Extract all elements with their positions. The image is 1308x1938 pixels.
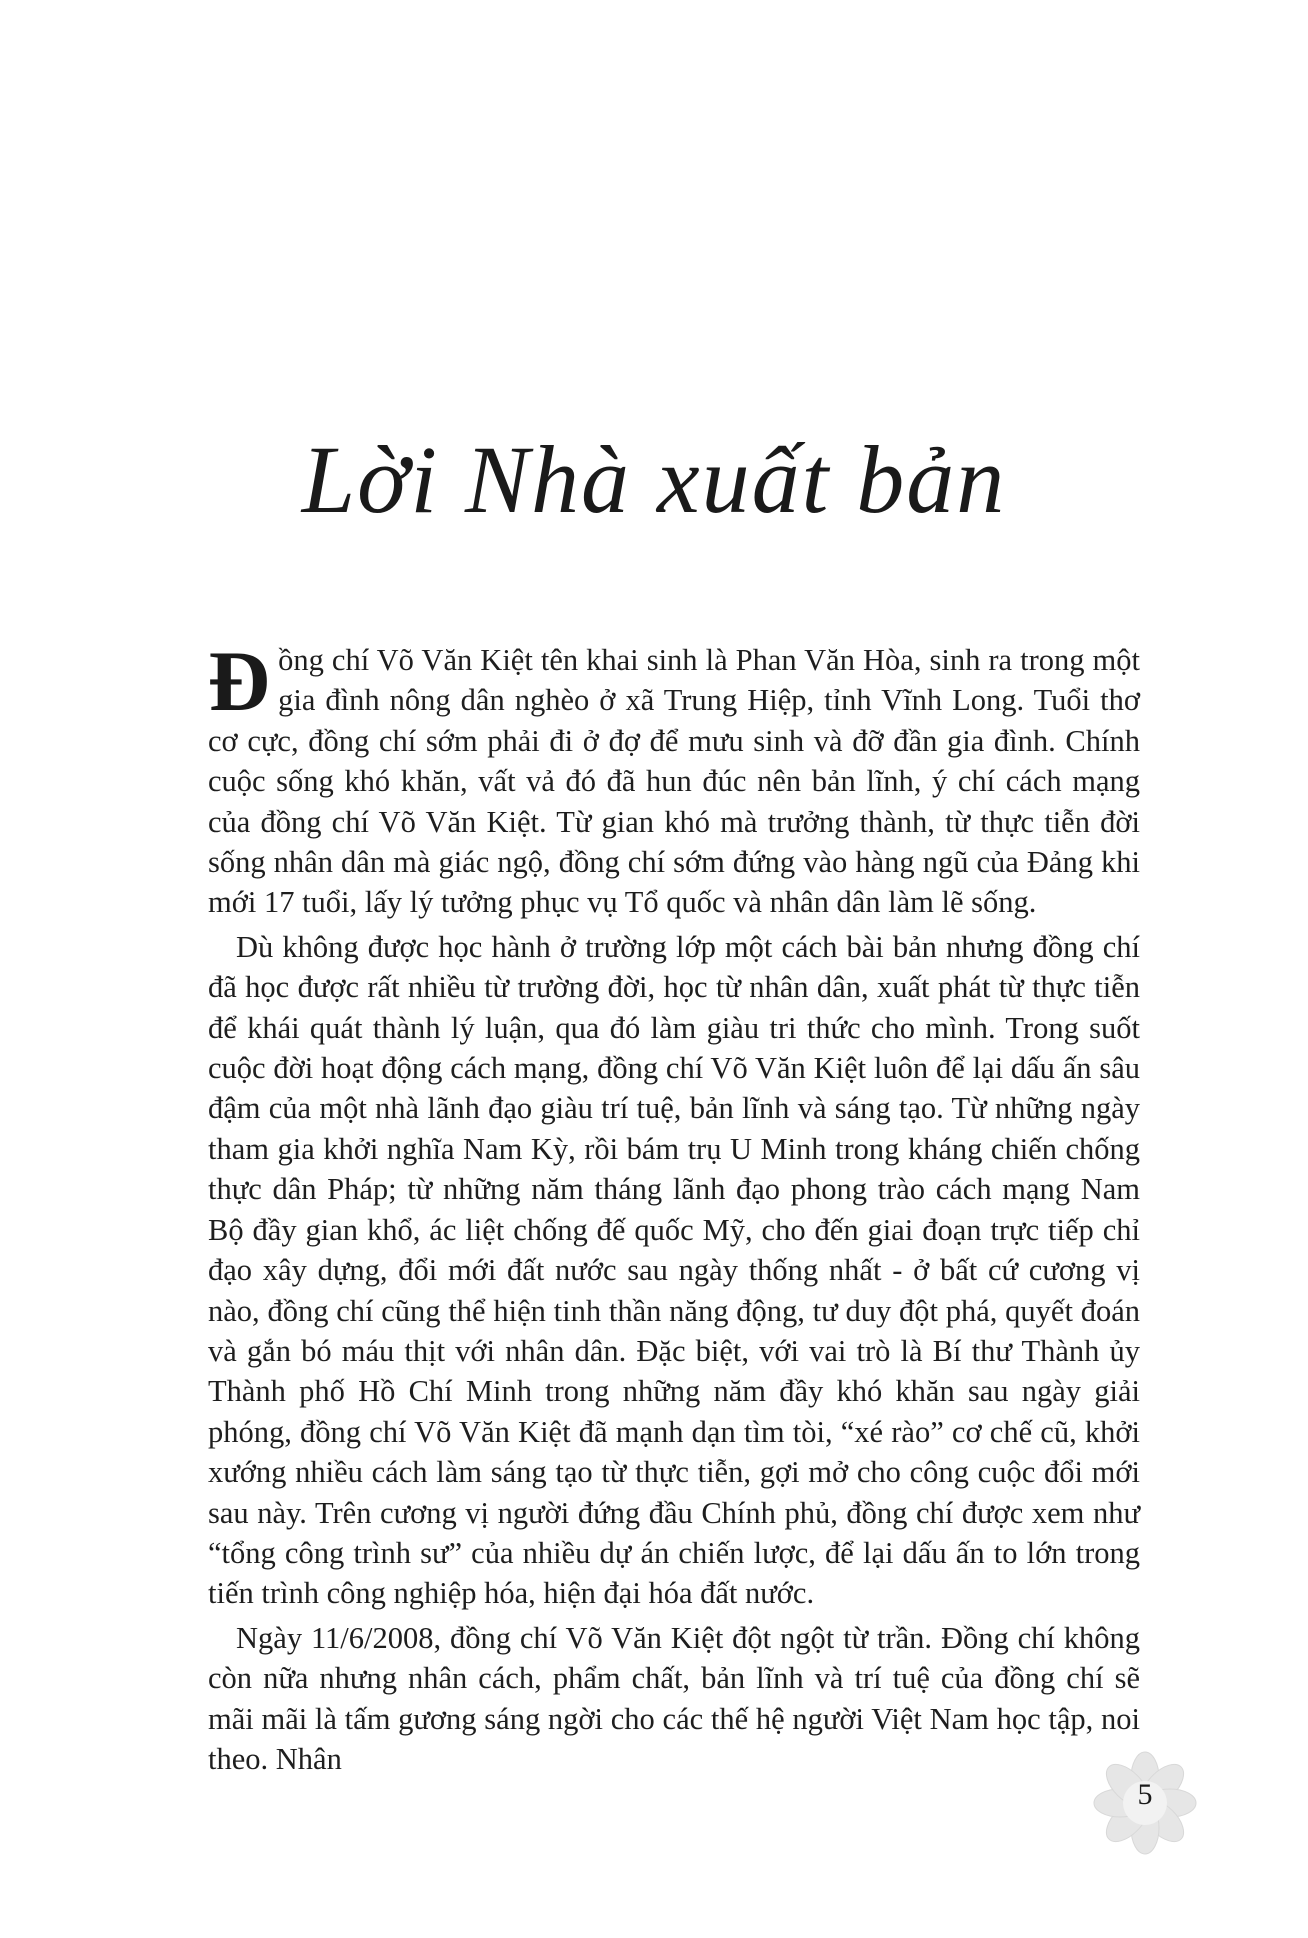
paragraph-1-text: ồng chí Võ Văn Kiệt tên khai sinh là Phan Văn Hòa, sinh ra trong một gia đình nông dân nghèo ở xã Trung Hiệp, tỉnh Vĩnh Long. Tuổi thơ cơ cực, đồng chí sớm phải đi ở đợ để mưu sinh và đỡ đần gia đình. Chính cuộc sống khó khăn, vất vả đó đã hun đúc nên bản lĩnh, ý chí cách mạng của đồng chí Võ Văn Kiệt. Từ gian khó mà trưởng thành, từ thực tiễn đời sống nhân dân mà giác ngộ, đồng chí sớm đứng vào hàng ngũ của Đảng khi mới 17 tuổi, lấy lý tưởng phục vụ Tổ quốc và nhân dân làm lẽ sống. [208,643,1140,920]
paragraph-1 [208,633,1140,923]
paragraph-3: Ngày 11/6/2008, đồng chí Võ Văn Kiệt đột ngột từ trần. Đồng chí không còn nữa nhưng nhân cách, phẩm chất, bản lĩnh và trí tuệ của đồng chí sẽ mãi mãi là tấm gương sáng ngời cho các thế hệ người Việt Nam học tập, noi theo. Nhân [208,1620,1140,1776]
page-title: Lời Nhà xuất bản [301,426,1007,533]
drop-cap: Đ [208,633,271,729]
body-text [208,633,1140,1783]
paragraph-2: Dù không được học hành ở trường lớp một cách bài bản nhưng đồng chí đã học được rất nhiều từ trường đời, học từ nhân dân, xuất phát từ thực tiễn để khái quát thành lý luận, qua đó làm giàu tri thức cho mình. Trong suốt cuộc đời hoạt động cách mạng, đồng chí Võ Văn Kiệt luôn để lại dấu ấn sâu đậm của một nhà lãnh đạo giàu trí tuệ, bản lĩnh và sáng tạo. Từ những ngày tham gia khởi nghĩa Nam Kỳ, rồi bám trụ U Minh trong kháng chiến chống thực dân Pháp; từ những năm tháng lãnh đạo phong trào cách mạng Nam Bộ đầy gian khổ, ác liệt chống đế quốc Mỹ, cho đến giai đoạn trực tiếp chỉ đạo xây dựng, đổi mới đất nước sau ngày thống nhất - ở bất cứ cương vị nào, đồng chí cũng thể hiện tinh thần năng động, tư duy đột phá, quyết đoán và gắn bó máu thịt với nhân dân. Đặc biệt, với vai trò là Bí thư Thành ủy Thành phố Hồ Chí Minh trong những năm đầy khó khăn sau ngày giải phóng, đồng chí Võ Văn Kiệt đã mạnh dạn tìm tòi, “xé rào” cơ chế cũ, khởi xướng nhiều cách làm sáng tạo từ thực tiễn, gợi mở cho công cuộc đổi mới sau này. Trên cương vị người đứng đầu Chính phủ, đồng chí được xem như “tổng công trình sư” của nhiều dự án chiến lược, để lại dấu ấn to lớn trong tiến trình công nghiệp hóa, hiện đại hóa đất nước. [208,929,1140,1611]
page-number: 5 [1137,1778,1153,1811]
page-number-ornament [1090,1748,1200,1858]
